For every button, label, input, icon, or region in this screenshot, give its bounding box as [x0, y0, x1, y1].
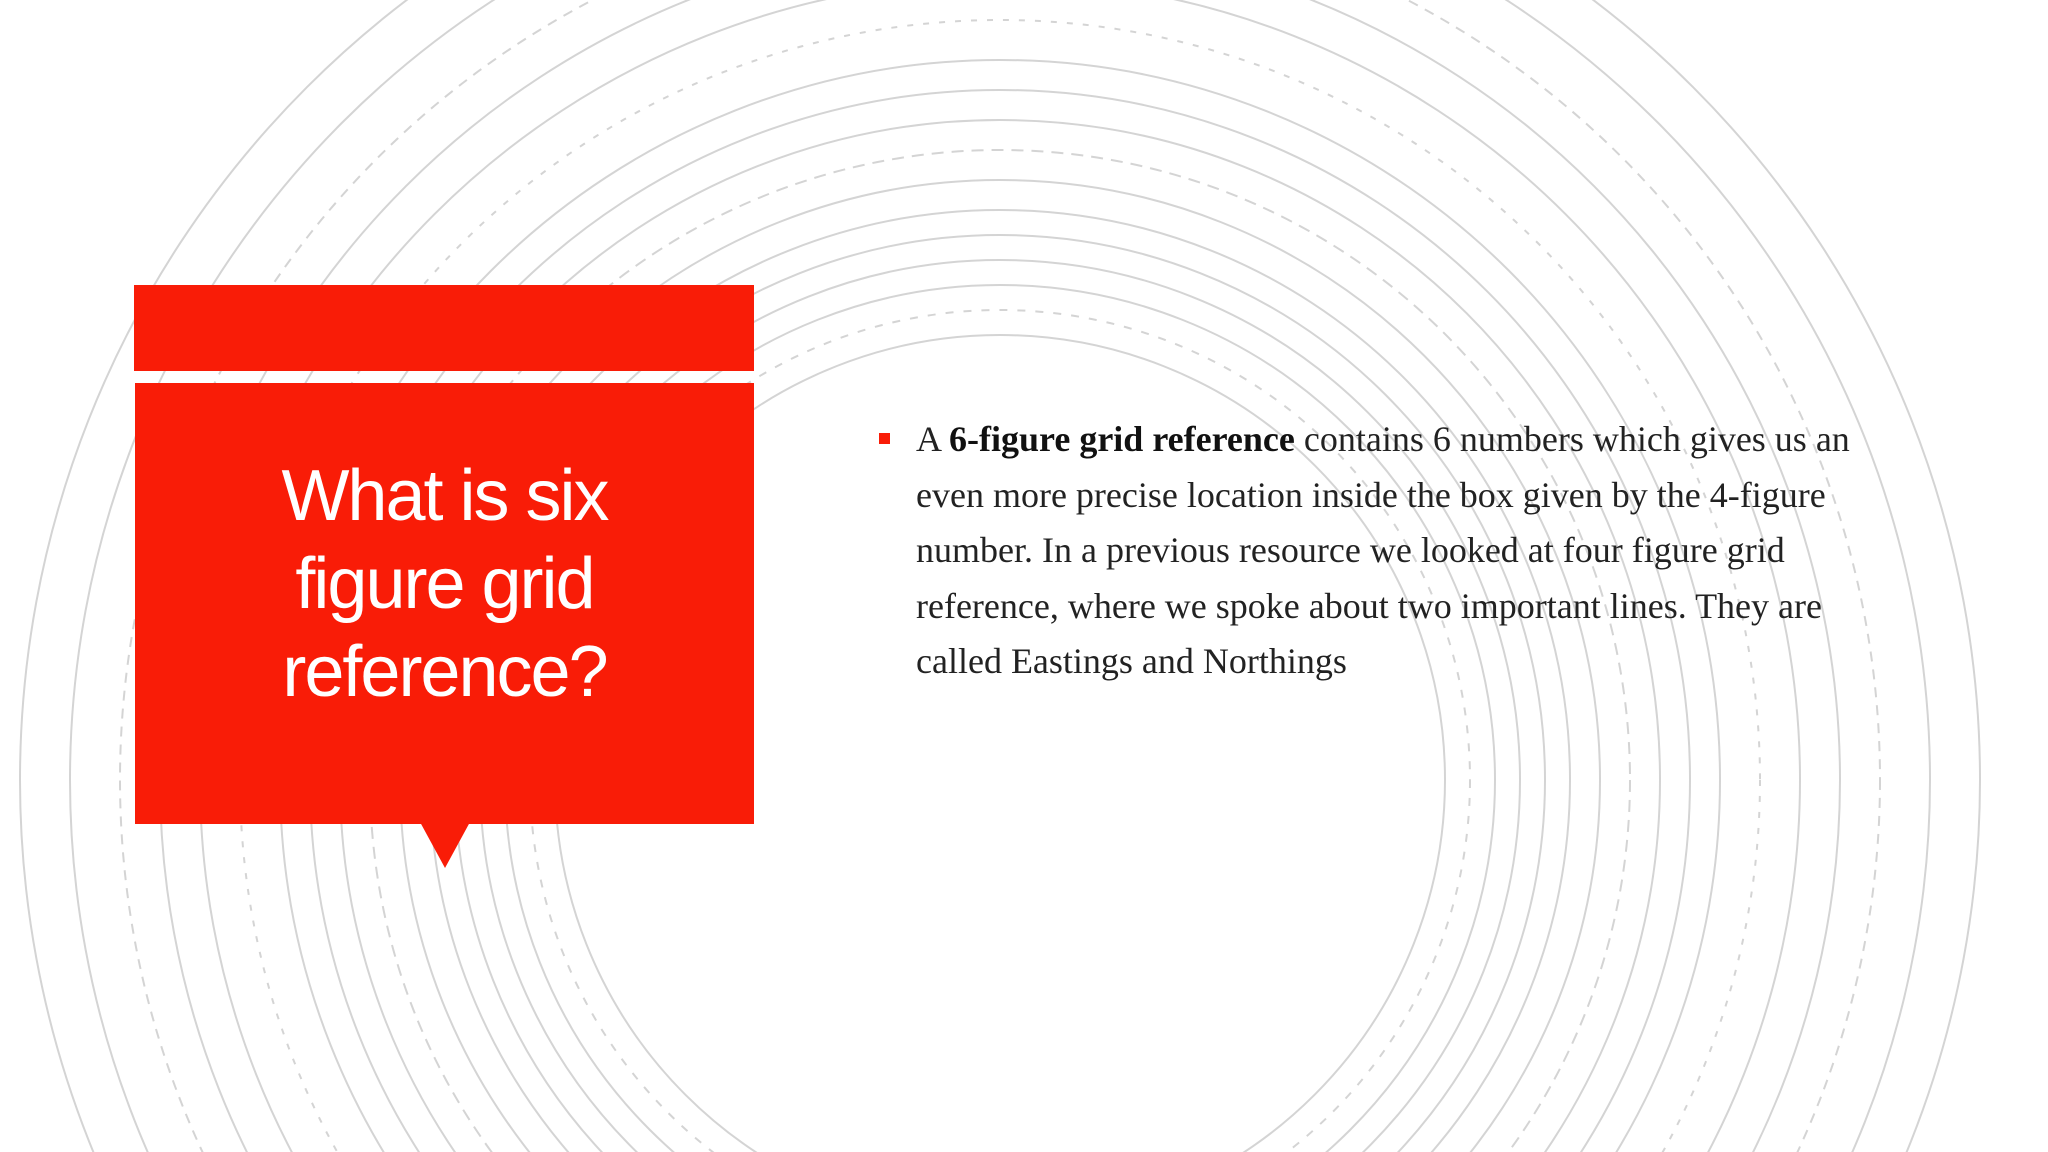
bullet-bold-term: 6-figure grid reference [949, 419, 1295, 459]
slide-body [876, 412, 1916, 690]
title-box-pointer [420, 822, 470, 868]
bullet-text: contains 6 numbers which gives us an even more precise location inside the box given by the 4-figure number. In a previous resource we looked at four figure grid reference, where we spoke about two important lines. They are called Eastings and Northings [916, 419, 1850, 681]
bullet-prefix: A [916, 419, 950, 459]
title-box [135, 383, 754, 824]
slide-title: What is six figure grid reference? [281, 455, 608, 712]
bullet-item [876, 412, 1916, 690]
square-bullet-icon [879, 433, 890, 444]
title-top-band [134, 285, 754, 371]
